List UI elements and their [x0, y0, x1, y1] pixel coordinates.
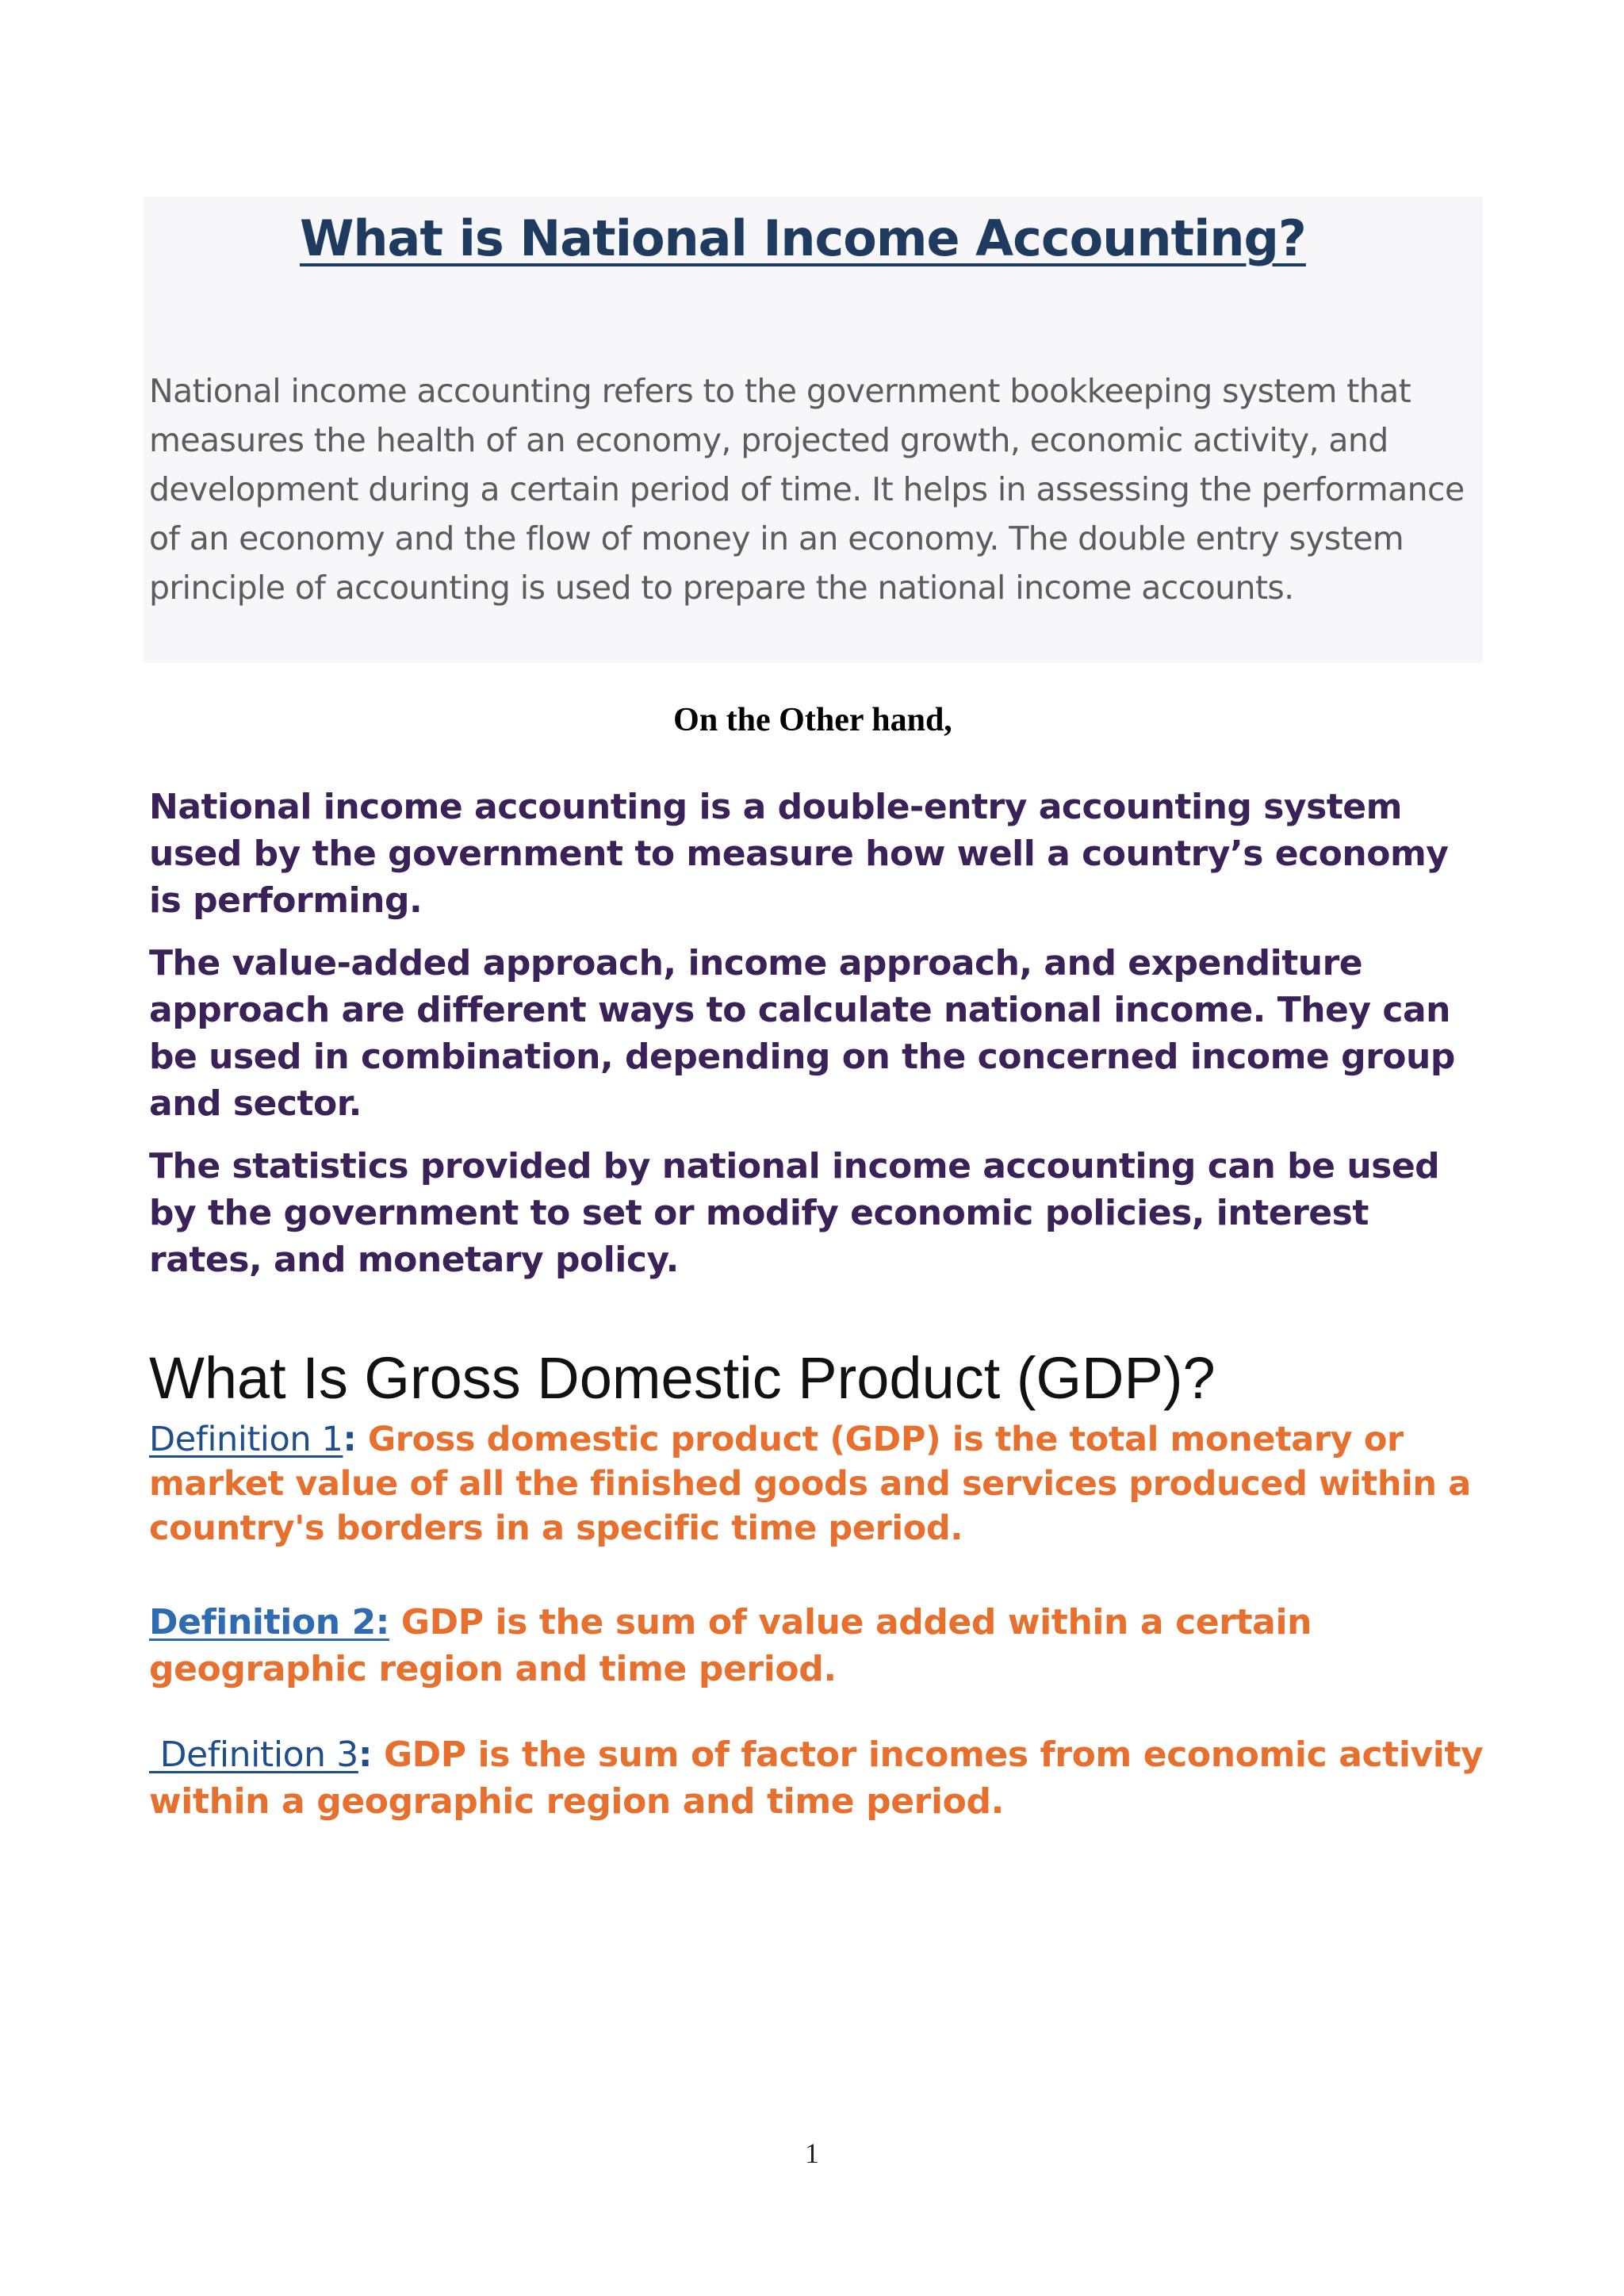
page-content — [143, 197, 1484, 1822]
summary-point: National income accounting is a double-entry accounting system used by the government to measure how well a country’s economy is performing. — [149, 787, 1449, 921]
definition-1-separator: : — [343, 1420, 357, 1459]
summary-point: The value-added approach, income approach, and expenditure approach are different ways to calculate national income. They can be used in combination, depending on the concerned income group and sector. — [149, 943, 1455, 1124]
definition-3-text: GDP is the sum of factor incomes from economic activity within a geographic region and time period. — [149, 1734, 1484, 1822]
intro-paragraph: National income accounting refers to the government bookkeeping system that measures the health of an economy, projected growth, economic activity, and development during a certain period of time. It helps in assessing the performance of an economy and the flow of money in an economy. The double entry system principle of accounting is used to prepare the national income accounts. — [149, 372, 1465, 607]
summary-points — [149, 784, 1489, 1299]
definition-2 — [149, 1599, 1489, 1692]
gdp-heading: What Is Gross Domestic Product (GDP)? — [149, 1345, 1216, 1411]
definition-1-label: Definition 1 — [149, 1420, 343, 1459]
intro-section — [143, 197, 1483, 663]
definition-1 — [149, 1417, 1489, 1550]
definition-2-text: GDP is the sum of value added within a certain geographic region and time period. — [149, 1602, 1312, 1689]
definition-3-label: Definition 3 — [149, 1734, 358, 1775]
definition-3-separator: : — [358, 1734, 373, 1775]
definition-1-text: Gross domestic product (GDP) is the total monetary or market value of all the finished goods and services produced within a country's borders in a specific time period. — [149, 1420, 1471, 1548]
page-number: 1 — [805, 2137, 819, 2169]
definition-3 — [149, 1731, 1489, 1825]
page-title: What is National Income Accounting? — [300, 209, 1306, 267]
definition-2-label: Definition 2: — [149, 1602, 389, 1642]
transition-heading: On the Other hand, — [673, 702, 952, 738]
summary-point: The statistics provided by national income accounting can be used by the government to set or modify economic policies, interest rates, and monetary policy. — [149, 1146, 1440, 1280]
